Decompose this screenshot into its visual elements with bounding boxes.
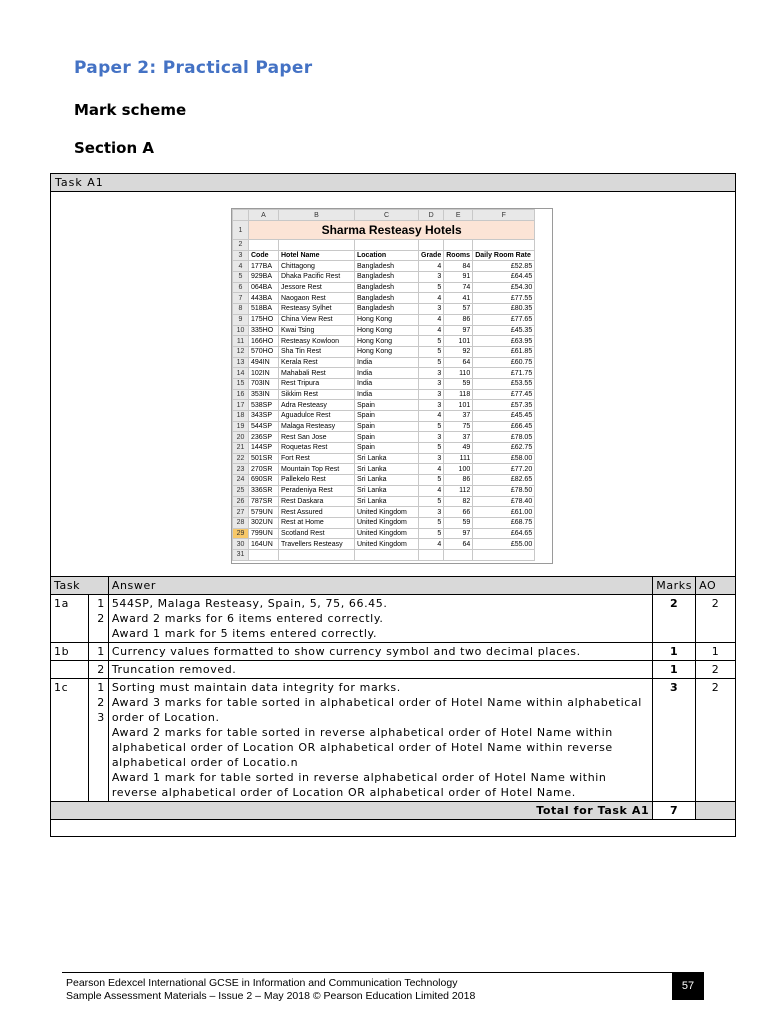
- total-row: [51, 802, 736, 820]
- sheet-cell: 236SP: [249, 432, 279, 443]
- paper-title: Paper 2: Practical Paper: [74, 58, 313, 78]
- spreadsheet-grid: [232, 209, 535, 561]
- sheet-cell: Sri Lanka: [355, 475, 419, 486]
- sheet-row-number: 13: [233, 357, 249, 368]
- sheet-cell: 501SR: [249, 453, 279, 464]
- ao-value: 1: [696, 643, 736, 661]
- sheet-row-number: 12: [233, 346, 249, 357]
- sheet-cell: 101: [444, 400, 473, 411]
- sheet-row-number: 22: [233, 453, 249, 464]
- sheet-cell: Mahabali Rest: [279, 368, 355, 379]
- answer-row: [51, 595, 736, 643]
- sheet-cell: 343SP: [249, 411, 279, 422]
- sheet-title-row: [233, 221, 535, 240]
- sheet-cell: Hong Kong: [355, 336, 419, 347]
- sheet-cell: Sha Tin Rest: [279, 346, 355, 357]
- sheet-cell: 5: [419, 517, 444, 528]
- sheet-cell: £77.45: [473, 389, 535, 400]
- sheet-cell: Malaga Resteasy: [279, 421, 355, 432]
- sheet-cell: 302UN: [249, 517, 279, 528]
- sheet-row-number: 28: [233, 517, 249, 528]
- sheet-header-row: [233, 250, 535, 261]
- header-marks: Marks: [653, 577, 696, 595]
- sheet-data-row: [233, 261, 535, 272]
- sheet-cell: Pallekelo Rest: [279, 475, 355, 486]
- sheet-cell: £45.35: [473, 325, 535, 336]
- sheet-cell: 270SR: [249, 464, 279, 475]
- sheet-row-number: 6: [233, 282, 249, 293]
- sheet-row-number: 29: [233, 528, 249, 539]
- ao-value: 2: [696, 661, 736, 679]
- sheet-row-number: 19: [233, 421, 249, 432]
- sheet-col-letter: C: [355, 210, 419, 221]
- sheet-cell: £71.75: [473, 368, 535, 379]
- sheet-cell: Sri Lanka: [355, 496, 419, 507]
- sheet-row-number: 2: [233, 240, 249, 251]
- sheet-cell: 175HO: [249, 314, 279, 325]
- sheet-cell: 4: [419, 539, 444, 550]
- sheet-cell: 5: [419, 357, 444, 368]
- sheet-cell: 799UN: [249, 528, 279, 539]
- sheet-row-number: 16: [233, 389, 249, 400]
- sheet-cell: 97: [444, 325, 473, 336]
- sheet-cell: 579UN: [249, 507, 279, 518]
- sheet-cell: [355, 549, 419, 560]
- sheet-row-number: 7: [233, 293, 249, 304]
- answer-text: Sorting must maintain data integrity for marks. Award 3 marks for table sorted in alphabetical order of Hotel Name within alphabetical order of Location. Award 2 marks for table sorted in reverse alphabetical order of Hotel Name within alphabetical order of Location OR alphabetical order of Hotel Name within reverse alphabetical order of Locatio.n Award 1 mark for table sorted in reverse alphabetical order of Hotel Name within reverse alphabetical order of Location OR alphabetical order of Hotel Name.: [108, 679, 652, 802]
- mark-scheme-heading: Mark scheme: [74, 101, 187, 119]
- sheet-cell: Spain: [355, 443, 419, 454]
- sheet-col-letter: F: [473, 210, 535, 221]
- sheet-row-number: 10: [233, 325, 249, 336]
- sheet-cell: 3: [419, 432, 444, 443]
- answer-text: 544SP, Malaga Resteasy, Spain, 5, 75, 66.45. Award 2 marks for 6 items entered correctly. Award 1 mark for 5 items entered correctly.: [108, 595, 652, 643]
- sheet-cell: 5: [419, 443, 444, 454]
- sheet-cell: [419, 240, 444, 251]
- sheet-cell: 5: [419, 496, 444, 507]
- sheet-cell: £58.00: [473, 453, 535, 464]
- sheet-cell: 4: [419, 325, 444, 336]
- sheet-title: Sharma Resteasy Hotels: [249, 221, 535, 240]
- sheet-cell: 144SP: [249, 443, 279, 454]
- sheet-row-number: 21: [233, 443, 249, 454]
- sheet-cell: Fort Rest: [279, 453, 355, 464]
- sheet-cell: 353IN: [249, 389, 279, 400]
- sheet-cell: £82.65: [473, 475, 535, 486]
- sheet-cell: 929BA: [249, 272, 279, 283]
- sheet-cell: 3: [419, 389, 444, 400]
- sub-part-numbers: 1 2: [88, 595, 108, 643]
- sheet-cell: 41: [444, 293, 473, 304]
- sheet-data-row: [233, 357, 535, 368]
- sheet-row-number: 20: [233, 432, 249, 443]
- sheet-cell: Kwai Tsing: [279, 325, 355, 336]
- sheet-cell: 112: [444, 485, 473, 496]
- sheet-data-row: [233, 475, 535, 486]
- sheet-data-row: [233, 453, 535, 464]
- sheet-cell: 91: [444, 272, 473, 283]
- sheet-row-number: 5: [233, 272, 249, 283]
- sheet-row-number: 31: [233, 549, 249, 560]
- sheet-data-row: [233, 411, 535, 422]
- sheet-cell: Spain: [355, 421, 419, 432]
- sheet-cell: 5: [419, 475, 444, 486]
- sheet-cell: £77.65: [473, 314, 535, 325]
- sheet-data-row: [233, 496, 535, 507]
- sheet-header-cell: Code: [249, 250, 279, 261]
- sheet-data-row: [233, 421, 535, 432]
- sheet-cell: 37: [444, 432, 473, 443]
- sheet-row-number: 1: [233, 221, 249, 240]
- task-id: 1c: [51, 679, 89, 802]
- total-ao: [696, 802, 736, 820]
- sheet-cell: Mountain Top Rest: [279, 464, 355, 475]
- answer-row: [51, 679, 736, 802]
- sheet-cell: 4: [419, 464, 444, 475]
- sheet-cell: 92: [444, 346, 473, 357]
- sheet-col-letter: A: [249, 210, 279, 221]
- sheet-cell: India: [355, 357, 419, 368]
- sheet-cell: Sikkim Rest: [279, 389, 355, 400]
- sheet-cell: Sri Lanka: [355, 485, 419, 496]
- sheet-cell: [473, 549, 535, 560]
- sheet-cell: Jessore Rest: [279, 282, 355, 293]
- sheet-cell: Resteasy Kowloon: [279, 336, 355, 347]
- sheet-cell: £77.55: [473, 293, 535, 304]
- sheet-cell: Spain: [355, 432, 419, 443]
- sheet-cell: £68.75: [473, 517, 535, 528]
- sheet-data-row: [233, 507, 535, 518]
- sheet-cell: Bangladesh: [355, 272, 419, 283]
- sheet-cell: 4: [419, 314, 444, 325]
- sheet-row-number: 9: [233, 314, 249, 325]
- sheet-cell: 4: [419, 293, 444, 304]
- task-id: [51, 661, 89, 679]
- sheet-data-row: [233, 528, 535, 539]
- sheet-cell: Scotland Rest: [279, 528, 355, 539]
- sheet-cell: 5: [419, 282, 444, 293]
- sheet-cell: India: [355, 368, 419, 379]
- sheet-data-row: [233, 443, 535, 454]
- sheet-cell: 86: [444, 475, 473, 486]
- sheet-data-row: [233, 346, 535, 357]
- sheet-cell: 57: [444, 304, 473, 315]
- sheet-data-row: [233, 293, 535, 304]
- sheet-data-row: [233, 389, 535, 400]
- footer-line-2: Sample Assessment Materials – Issue 2 – May 2018 © Pearson Education Limited 2018: [66, 990, 476, 1002]
- sheet-cell: Hong Kong: [355, 325, 419, 336]
- sheet-cell: 5: [419, 528, 444, 539]
- sheet-cell: 570HO: [249, 346, 279, 357]
- task-heading: Task A1: [51, 174, 735, 192]
- sheet-cell: 3: [419, 378, 444, 389]
- sheet-cell: 118: [444, 389, 473, 400]
- sheet-cell: Bangladesh: [355, 261, 419, 272]
- task-id: 1b: [51, 643, 89, 661]
- sheet-data-row: [233, 282, 535, 293]
- sheet-cell: £45.45: [473, 411, 535, 422]
- sheet-col-letter: D: [419, 210, 444, 221]
- sheet-cell: Rest San Jose: [279, 432, 355, 443]
- sheet-cell: £54.30: [473, 282, 535, 293]
- header-answer: Answer: [108, 577, 652, 595]
- sheet-data-row: [233, 368, 535, 379]
- sheet-cell: Aguadulce Rest: [279, 411, 355, 422]
- sheet-cell: Peradeniya Rest: [279, 485, 355, 496]
- sheet-cell: 97: [444, 528, 473, 539]
- sheet-data-row: [233, 272, 535, 283]
- sheet-cell: 690SR: [249, 475, 279, 486]
- sheet-cell: 101: [444, 336, 473, 347]
- sheet-cell: [249, 240, 279, 251]
- sheet-row-number: 15: [233, 378, 249, 389]
- sheet-cell: 538SP: [249, 400, 279, 411]
- sheet-cell: Hong Kong: [355, 346, 419, 357]
- sheet-data-row: [233, 304, 535, 315]
- ao-value: 2: [696, 595, 736, 643]
- sheet-cell: Rest Tripura: [279, 378, 355, 389]
- sheet-row-number: 17: [233, 400, 249, 411]
- sheet-row-number: 25: [233, 485, 249, 496]
- sheet-cell: 3: [419, 368, 444, 379]
- sheet-cell: [279, 240, 355, 251]
- marks-value: 1: [653, 661, 696, 679]
- sheet-row-number: 18: [233, 411, 249, 422]
- sheet-cell: 75: [444, 421, 473, 432]
- footer-divider: [62, 972, 704, 973]
- sheet-cell: 3: [419, 304, 444, 315]
- sheet-row-number: 14: [233, 368, 249, 379]
- sheet-cell: Rest Assured: [279, 507, 355, 518]
- sheet-cell: Sri Lanka: [355, 453, 419, 464]
- sheet-cell: Naogaon Rest: [279, 293, 355, 304]
- sheet-cell: £78.40: [473, 496, 535, 507]
- sheet-cell: China View Rest: [279, 314, 355, 325]
- sheet-cell: £78.05: [473, 432, 535, 443]
- sheet-cell: 37: [444, 411, 473, 422]
- sheet-cell: £57.35: [473, 400, 535, 411]
- sheet-cell: 064BA: [249, 282, 279, 293]
- sheet-header-cell: Location: [355, 250, 419, 261]
- sheet-cell: 111: [444, 453, 473, 464]
- sheet-cell: 59: [444, 378, 473, 389]
- sheet-cell: 703IN: [249, 378, 279, 389]
- sheet-cell: 86: [444, 314, 473, 325]
- sheet-row-number: 27: [233, 507, 249, 518]
- sheet-cell: [249, 549, 279, 560]
- sheet-cell: £64.45: [473, 272, 535, 283]
- total-label: Total for Task A1: [51, 802, 653, 820]
- sheet-cell: £53.55: [473, 378, 535, 389]
- sheet-cell: Bangladesh: [355, 304, 419, 315]
- sheet-cell: 5: [419, 421, 444, 432]
- sheet-cell: 4: [419, 261, 444, 272]
- sheet-col-letter: E: [444, 210, 473, 221]
- answer-table-header: [51, 577, 736, 595]
- sheet-cell: 787SR: [249, 496, 279, 507]
- sheet-data-row: [233, 314, 535, 325]
- header-ao: AO: [696, 577, 736, 595]
- sheet-cell: 335HO: [249, 325, 279, 336]
- sheet-cell: 5: [419, 346, 444, 357]
- sheet-row-number: 8: [233, 304, 249, 315]
- sheet-cell: Rest at Home: [279, 517, 355, 528]
- spreadsheet-image: [231, 208, 553, 564]
- sheet-cell: 59: [444, 517, 473, 528]
- sheet-data-row: [233, 464, 535, 475]
- sheet-row-number: 3: [233, 250, 249, 261]
- sheet-cell: £64.65: [473, 528, 535, 539]
- sheet-data-row: [233, 336, 535, 347]
- sheet-cell: 3: [419, 400, 444, 411]
- sheet-data-row: [233, 517, 535, 528]
- answer-text: Currency values formatted to show currency symbol and two decimal places.: [108, 643, 652, 661]
- marks-value: 2: [653, 595, 696, 643]
- sheet-cell: £61.00: [473, 507, 535, 518]
- sheet-cell: 100: [444, 464, 473, 475]
- sheet-cell: Rest Daskara: [279, 496, 355, 507]
- sheet-col-letter: B: [279, 210, 355, 221]
- sheet-cell: 4: [419, 411, 444, 422]
- ao-value: 2: [696, 679, 736, 802]
- task-id: 1a: [51, 595, 89, 643]
- marks-value: 1: [653, 643, 696, 661]
- sheet-cell: [355, 240, 419, 251]
- sheet-cell: 177BA: [249, 261, 279, 272]
- section-heading: Section A: [74, 139, 154, 157]
- sheet-cell: 3: [419, 272, 444, 283]
- sheet-header-cell: Daily Room Rate: [473, 250, 535, 261]
- sheet-data-row: [233, 485, 535, 496]
- answer-text: Truncation removed.: [108, 661, 652, 679]
- marks-value: 3: [653, 679, 696, 802]
- answer-table: [50, 576, 736, 820]
- sheet-cell: 443BA: [249, 293, 279, 304]
- sheet-data-row: [233, 378, 535, 389]
- sheet-cell: 82: [444, 496, 473, 507]
- sheet-cell: 544SP: [249, 421, 279, 432]
- sheet-cell: [444, 240, 473, 251]
- sheet-cell: £61.85: [473, 346, 535, 357]
- sheet-header-cell: Hotel Name: [279, 250, 355, 261]
- sheet-cell: Spain: [355, 411, 419, 422]
- sheet-cell: 494IN: [249, 357, 279, 368]
- sheet-blank-row: [233, 240, 535, 251]
- sheet-cell: 4: [419, 485, 444, 496]
- header-task: Task: [51, 577, 109, 595]
- sub-part-numbers: 2: [88, 661, 108, 679]
- sheet-cell: Bangladesh: [355, 282, 419, 293]
- sheet-corner-cell: [233, 210, 249, 221]
- sheet-cell: £77.20: [473, 464, 535, 475]
- sheet-cell: 336SR: [249, 485, 279, 496]
- sub-part-numbers: 1 2 3: [88, 679, 108, 802]
- footer-line-1: Pearson Edexcel International GCSE in Information and Communication Technology: [66, 977, 458, 989]
- sheet-cell: £78.50: [473, 485, 535, 496]
- sheet-cell: United Kingdom: [355, 528, 419, 539]
- sheet-data-row: [233, 432, 535, 443]
- sheet-cell: 66: [444, 507, 473, 518]
- sheet-cell: £52.85: [473, 261, 535, 272]
- sheet-cell: 64: [444, 357, 473, 368]
- sheet-cell: Travellers Resteasy: [279, 539, 355, 550]
- sheet-row-number: 4: [233, 261, 249, 272]
- sheet-cell: 74: [444, 282, 473, 293]
- sheet-cell: India: [355, 389, 419, 400]
- sheet-row-number: 11: [233, 336, 249, 347]
- sheet-row-number: 24: [233, 475, 249, 486]
- sheet-cell: £63.95: [473, 336, 535, 347]
- sheet-cell: Hong Kong: [355, 314, 419, 325]
- sheet-header-cell: Rooms: [444, 250, 473, 261]
- sheet-cell: Kerala Rest: [279, 357, 355, 368]
- sheet-header-cell: Grade: [419, 250, 444, 261]
- sheet-cell: United Kingdom: [355, 507, 419, 518]
- sheet-cell: 3: [419, 453, 444, 464]
- sheet-cell: 102IN: [249, 368, 279, 379]
- sheet-cell: £60.75: [473, 357, 535, 368]
- sheet-row-number: 26: [233, 496, 249, 507]
- sheet-cell: [419, 549, 444, 560]
- sheet-cell: Spain: [355, 400, 419, 411]
- sheet-data-row: [233, 325, 535, 336]
- sheet-cell: India: [355, 378, 419, 389]
- sheet-cell: United Kingdom: [355, 517, 419, 528]
- sheet-cell: [279, 549, 355, 560]
- total-marks: 7: [653, 802, 696, 820]
- sheet-column-header-row: [233, 210, 535, 221]
- sheet-cell: 84: [444, 261, 473, 272]
- sheet-cell: £80.35: [473, 304, 535, 315]
- sheet-row-number: 23: [233, 464, 249, 475]
- footer: [66, 977, 626, 1003]
- sheet-cell: £55.00: [473, 539, 535, 550]
- sheet-cell: Sri Lanka: [355, 464, 419, 475]
- sheet-cell: [444, 549, 473, 560]
- sub-part-numbers: 1: [88, 643, 108, 661]
- page-number: 57: [672, 972, 704, 1000]
- sheet-cell: 3: [419, 507, 444, 518]
- sheet-cell: Bangladesh: [355, 293, 419, 304]
- sheet-cell: 164UN: [249, 539, 279, 550]
- sheet-cell: 166HO: [249, 336, 279, 347]
- sheet-cell: 518BA: [249, 304, 279, 315]
- sheet-cell: 49: [444, 443, 473, 454]
- sheet-cell: Resteasy Sylhet: [279, 304, 355, 315]
- sheet-cell: 64: [444, 539, 473, 550]
- sheet-row-number: 30: [233, 539, 249, 550]
- sheet-cell: [473, 240, 535, 251]
- sheet-cell: Adra Resteasy: [279, 400, 355, 411]
- sheet-cell: United Kingdom: [355, 539, 419, 550]
- sheet-blank-row: [233, 549, 535, 560]
- sheet-cell: £66.45: [473, 421, 535, 432]
- sheet-cell: Roquetas Rest: [279, 443, 355, 454]
- answer-row: [51, 643, 736, 661]
- sheet-cell: £62.75: [473, 443, 535, 454]
- sheet-cell: 110: [444, 368, 473, 379]
- sheet-data-row: [233, 539, 535, 550]
- sheet-cell: 5: [419, 336, 444, 347]
- answer-row: [51, 661, 736, 679]
- sheet-cell: Chittagong: [279, 261, 355, 272]
- sheet-data-row: [233, 400, 535, 411]
- sheet-cell: Dhaka Pacific Rest: [279, 272, 355, 283]
